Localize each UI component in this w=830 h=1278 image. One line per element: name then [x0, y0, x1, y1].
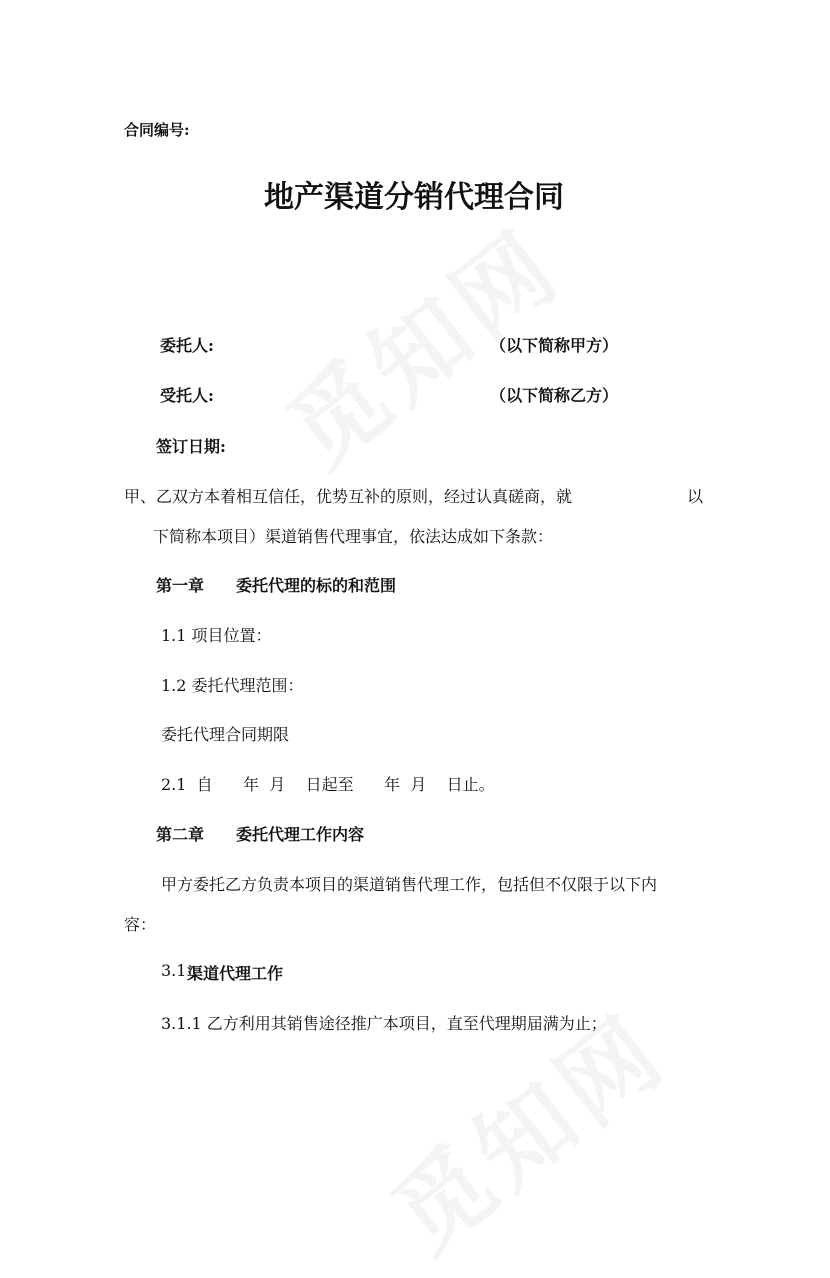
contract-number-label: 合同编号:	[124, 121, 190, 139]
chapter-2-paragraph-line-1: 甲方委托乙方负责本项目的渠道销售代理工作，包括但不仅限于以下内	[161, 875, 658, 894]
chapter-1-title: 委托代理的标的和范围	[236, 576, 397, 595]
item-1-2: 1.2 委托代理范围：	[161, 676, 304, 695]
term-heading: 委托代理合同期限	[161, 725, 290, 744]
document-title: 地产渠道分销代理合同	[264, 180, 564, 215]
section-3-1-title: 渠道代理工作	[187, 964, 284, 983]
section-3-1-number: 3.1	[161, 961, 187, 980]
principal-label: 委托人:	[160, 336, 214, 355]
agent-note: （以下简称乙方）	[490, 386, 619, 405]
sign-date-label: 签订日期:	[156, 437, 226, 456]
intro-line-1-tail: 以	[687, 487, 704, 506]
item-2-1: 2.1 自 年 月 日起至 年 月 日止。	[161, 775, 495, 794]
intro-line-1: 甲、乙双方本着相互信任，优势互补的原则，经过认真磋商，就	[124, 487, 573, 506]
principal-note: （以下简称甲方）	[490, 336, 619, 355]
agent-label: 受托人:	[160, 386, 214, 405]
chapter-2-number: 第二章	[156, 825, 205, 844]
intro-line-2: 下简称本项目）渠道销售代理事宜，依法达成如下条款：	[153, 527, 554, 546]
chapter-2-title: 委托代理工作内容	[236, 825, 365, 844]
chapter-2-paragraph-line-2: 容：	[124, 915, 157, 934]
item-3-1-1: 3.1.1 乙方利用其销售途径推广本项目，直至代理期届满为止；	[161, 1014, 607, 1033]
item-1-1: 1.1 项目位置：	[161, 626, 272, 645]
chapter-1-number: 第一章	[156, 576, 205, 595]
